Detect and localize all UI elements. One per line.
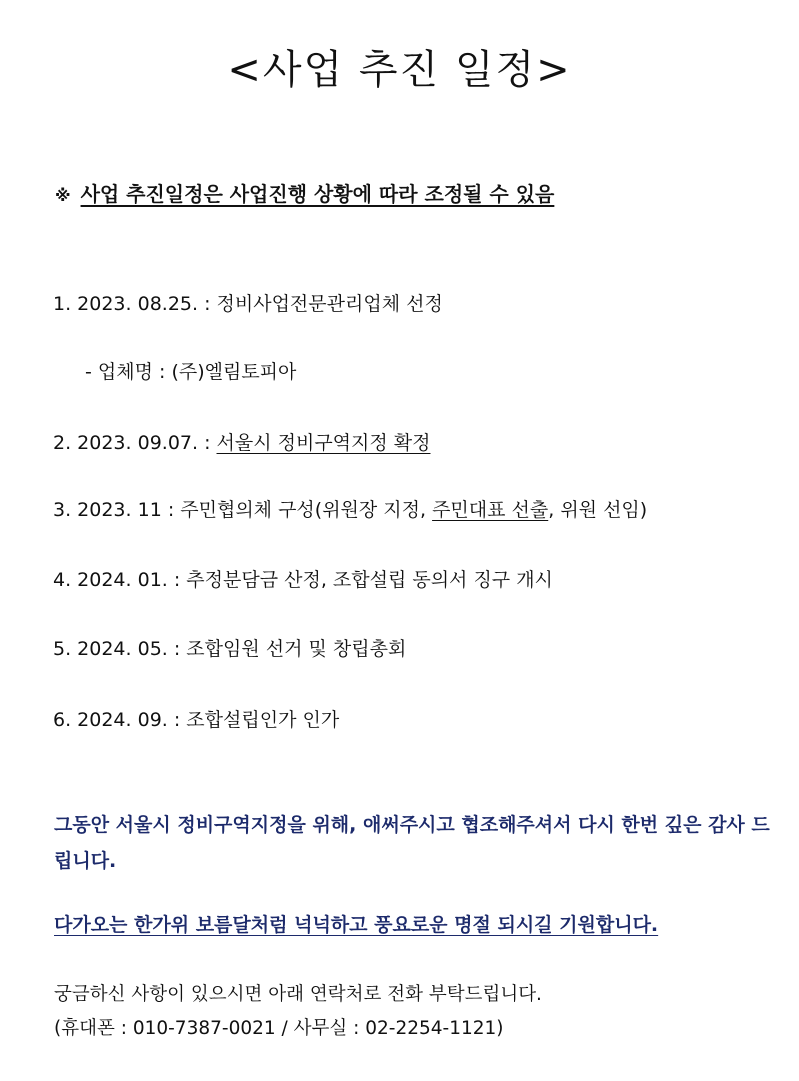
page-title: <사업 추진 일정>: [227, 47, 572, 93]
schedule-item-text: 1. 2023. 08.25. : 정비사업전문관리업체 선정: [53, 293, 443, 315]
schedule-item-2: [53, 428, 431, 455]
schedule-item-underlined: 주민대표 선출: [432, 499, 549, 521]
contact-numbers: (휴대폰 : 010-7387-0021 / 사무실 : 02-2254-1121): [54, 1018, 504, 1039]
schedule-item-5: [53, 634, 406, 661]
holiday-greeting: 다가오는 한가위 보름달처럼 넉넉하고 풍요로운 명절 되시길 기원합니다.: [54, 914, 659, 936]
schedule-item-suffix: , 위원 선임): [548, 499, 648, 521]
schedule-item-text: 6. 2024. 09. : 조합설립인가 인가: [53, 709, 340, 731]
schedule-item-1: [53, 289, 443, 316]
contact-instruction: 궁금하신 사항이 있으시면 아래 연락처로 전화 부탁드립니다.: [54, 984, 542, 1005]
schedule-item-text: 5. 2024. 05. : 조합임원 선거 및 창립총회: [53, 638, 407, 660]
schedule-item-3: [53, 495, 647, 522]
schedule-item-underlined: 서울시 정비구역지정 확정: [216, 432, 431, 454]
schedule-item-text: 4. 2024. 01. : 추정분담금 산정, 조합설립 동의서 징구 개시: [53, 569, 553, 591]
schedule-item-text: 3. 2023. 11 : 주민협의체 구성(위원장 지정,: [53, 499, 433, 521]
schedule-notice: [55, 178, 554, 207]
schedule-item-4: [53, 565, 553, 592]
reference-mark: ※: [55, 186, 71, 205]
schedule-item-6: [53, 705, 339, 732]
company-name: - 업체명 : (주)엘림토피아: [85, 361, 297, 383]
thanks-message: 그동안 서울시 정비구역지정을 위해, 애써주시고 협조해주셔서 다시 한번 깊은 감사 드립니다.: [54, 814, 770, 872]
notice-text: 사업 추진일정은 사업진행 상황에 따라 조정될 수 있음: [80, 182, 555, 206]
schedule-item-text: 2. 2023. 09.07. :: [53, 432, 217, 454]
